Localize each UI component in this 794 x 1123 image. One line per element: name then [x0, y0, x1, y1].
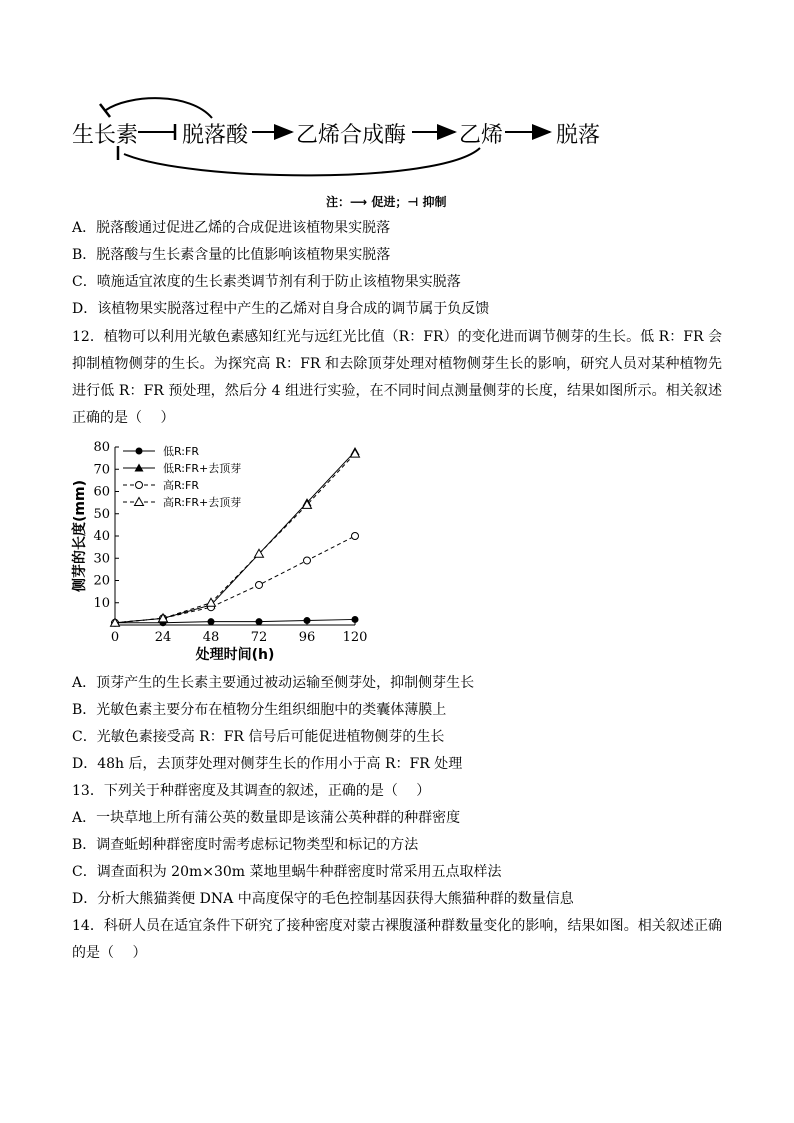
y-tick-label: 50: [93, 506, 110, 522]
q13-stem: 13．下列关于种群密度及其调查的叙述，正确的是（ ）: [72, 783, 431, 799]
q14-stem: 14．科研人员在适宜条件下研究了接种密度对蒙古裸腹溞种群数量变化的影响，结果如图。相关叙述正确的是（ ）: [72, 918, 722, 961]
legend-label: 高R:FR+去顶芽: [163, 496, 242, 509]
legend-label: 高R:FR: [163, 479, 199, 492]
q13-option-b: B．调查蚯蚓种群密度时需考虑标记物类型和标记的方法: [72, 837, 419, 853]
node-ethylene: 乙烯: [459, 123, 504, 148]
data-point: [256, 581, 263, 588]
data-point: [352, 616, 359, 623]
series-line-4: [115, 454, 355, 623]
node-ethylene-synthase: 乙烯合成酶: [296, 123, 407, 148]
q12-stem: 12．植物可以利用光敏色素感知红光与远红光比值（R：FR）的变化进而调节侧芽的生长。低 R：FR 会抑制植物侧芽的生长。为探究高 R：FR 和去除顶芽处理对植物侧芽生长的影响，研究人员对某种植物先进行低 R：FR 预处理，然后分 4 组进行实验，在不同时间点测量侧芽的长度，结果如图所示。相关叙述正确的是（ ）: [72, 329, 722, 426]
inhibit-arc-ethylene-auxin: [124, 148, 480, 175]
y-tick-label: 60: [93, 484, 110, 500]
node-aba: 脱落酸: [182, 123, 249, 148]
x-tick-label: 72: [250, 630, 268, 645]
data-point: [208, 618, 215, 625]
data-point: [304, 557, 311, 564]
data-point: [352, 533, 359, 540]
node-auxin: 生长素: [72, 123, 139, 148]
x-tick-label: 0: [110, 630, 120, 645]
legend-marker: [135, 498, 144, 506]
q11-option-d: D．该植物果实脱落过程中产生的乙烯对自身合成的调节属于负反馈: [72, 301, 490, 317]
q12-option-b: B．光敏色素主要分布在植物分生组织细胞中的类囊体薄膜上: [72, 702, 447, 718]
diagram-note: 注：⟶ 促进；⊣ 抑制: [326, 195, 447, 209]
y-tick-label: 70: [93, 462, 110, 478]
legend-marker: [136, 448, 143, 455]
y-tick-label: 20: [93, 573, 110, 589]
q12-option-a: A．顶芽产生的生长素主要通过被动运输至侧芽处，抑制侧芽生长: [72, 675, 475, 691]
regulation-diagram: [0, 90, 794, 190]
y-tick-label: 10: [93, 595, 110, 611]
x-tick-label: 120: [342, 630, 368, 645]
node-abscission: 脱落: [556, 123, 601, 148]
data-point: [304, 617, 311, 624]
line-chart: [70, 432, 370, 672]
q11-option-c: C．喷施适宜浓度的生长素类调节剂有利于防止该植物果实脱落: [72, 274, 461, 290]
data-point: [256, 618, 263, 625]
y-axis-label: 侧芽的长度(mm): [72, 480, 88, 592]
q12-option-c: C．光敏色素接受高 R：FR 信号后可能促进植物侧芽的生长: [72, 729, 445, 745]
y-tick-label: 80: [93, 440, 110, 455]
y-tick-label: 30: [93, 551, 110, 567]
q12-option-d: D．48h 后，去顶芽处理对侧芽生长的作用小于高 R：FR 处理: [72, 756, 463, 772]
q13-option-d: D．分析大熊猫粪便 DNA 中高度保守的毛色控制基因获得大熊猫种群的数量信息: [72, 891, 574, 907]
x-axis-label: 处理时间(h): [195, 647, 275, 663]
q11-option-b: B．脱落酸与生长素含量的比值影响该植物果实脱落: [72, 247, 391, 263]
x-tick-label: 48: [202, 630, 220, 645]
legend-label: 低R:FR: [163, 445, 199, 458]
series-line-2: [115, 451, 355, 622]
y-tick-label: 40: [93, 529, 110, 544]
q13-option-c: C．调查面积为 20m×30m 菜地里蜗牛种群密度时常采用五点取样法: [72, 864, 502, 880]
q11-option-a: A．脱落酸通过促进乙烯的合成促进该植物果实脱落: [72, 220, 391, 236]
legend-label: 低R:FR+去顶芽: [163, 462, 242, 475]
q13-option-a: A．一块草地上所有蒲公英的数量即是该蒲公英种群的种群密度: [72, 810, 461, 826]
legend-marker: [136, 482, 143, 489]
inhibit-arc-aba-auxin: [106, 98, 212, 118]
x-tick-label: 24: [154, 630, 172, 645]
x-tick-label: 96: [298, 630, 316, 645]
